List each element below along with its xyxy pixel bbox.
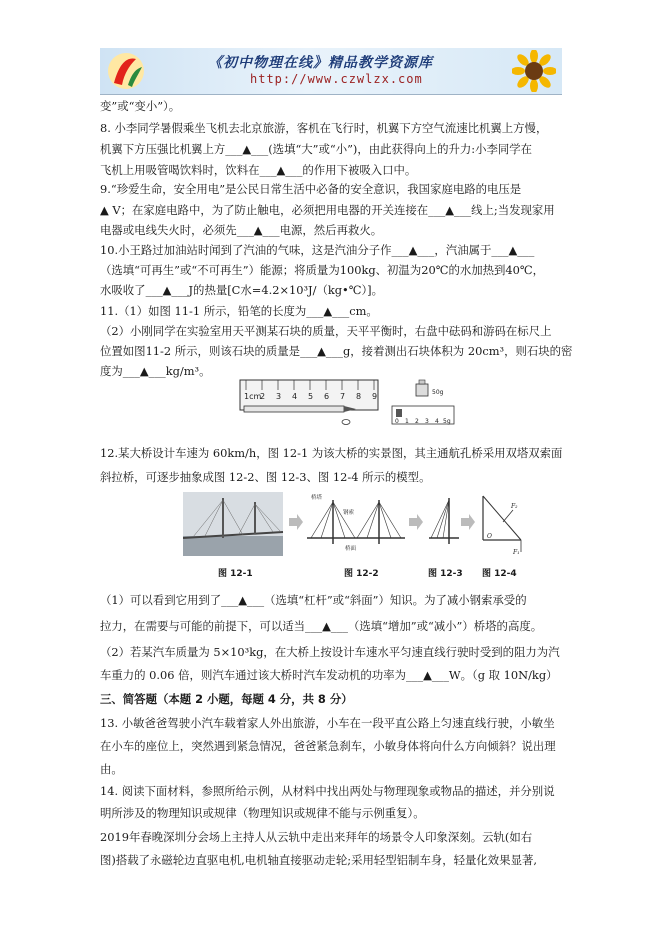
text-line: （2）若某汽车质量为 5×10³kg，在大桥上按设计车速水平匀速直线行驶时受到的阻力为汽 [100, 645, 560, 659]
text-line: 2019年春晚深圳分会场上主持人从云轨中走出来拜年的场景令人印象深刻。云轨(如右 [100, 830, 533, 844]
text-line: （2）小刚同学在实验室用天平测某石块的质量，天平平衡时，右盘中砝码和游码在标尺上 [100, 324, 552, 338]
arrow-icon [409, 514, 423, 530]
bridge-model-figure [307, 493, 405, 552]
text-line: 拉力，在需要与可能的前提下，可以适当___▲___（选填“增加”或“减小”）桥塔的高度。 [100, 619, 543, 633]
tower-label: 桥塔 [311, 495, 323, 501]
figure-12 [183, 492, 523, 558]
text-line: 在小车的座位上，突然遇到紧急情况，爸爸紧急刹车，小敏身体将向什么方向倾斜？说出理 [100, 739, 556, 753]
section-heading: 三、简答题（本题 2 小题，每题 4 分，共 8 分） [100, 692, 353, 706]
scale-label: 2 [415, 418, 419, 425]
text-line: 水吸收了___▲___J的热量[C水=4.2×10³J/（kg•℃）]。 [100, 283, 384, 297]
figure-caption: 图 12-2 [344, 569, 379, 579]
text-line: （1）可以看到它用到了___▲___（选填“杠杆”或“斜面”）知识。为了减小钢索承受的 [100, 593, 527, 607]
scale-label: 0 [395, 418, 399, 425]
text-line: 明所涉及的物理知识或规律（物理知识或规律不能与示例重复）。 [100, 806, 425, 820]
scale-label: 3 [425, 418, 429, 425]
force-label: F₂ [511, 503, 518, 510]
banner-url: http://www.czwlzx.com [250, 72, 423, 86]
force-label: F₁ [513, 549, 520, 556]
text-line: 飞机上用吸管喝饮料时，饮料在___▲___的作用下被吸入口中。 [100, 163, 417, 177]
text-line: 由。 [100, 762, 123, 776]
scale-label: 1 [405, 418, 409, 425]
text-line: 变”或“变小”）。 [100, 99, 181, 113]
lever-model-figure [483, 496, 521, 556]
ruler-tick-label: 4 [292, 392, 298, 401]
text-line: 9.“珍爱生命，安全用电”是公民日常生活中必备的安全意识，我国家庭电路的电压是 [100, 182, 522, 196]
tower-model-figure [429, 498, 459, 544]
ruler-tick-label: 2 [260, 392, 266, 401]
arrow-icon [289, 514, 303, 530]
ruler-tick-label: 3 [276, 392, 282, 401]
weight-label: 50g [432, 389, 444, 396]
arrow-icon [461, 514, 475, 530]
scale-label: 5g [443, 418, 451, 425]
text-line: 10.小王路过加油站时闻到了汽油的气味，这是汽油分子作___▲___，汽油属于___▲___ [100, 243, 535, 257]
text-line: 机翼下方压强比机翼上方___▲___(选填“大”或“小”)，由此获得向上的升力:小李同学在 [100, 142, 533, 156]
text-line: 12.某大桥设计车速为 60km/h，图 12-1 为该大桥的实景图，其主通航孔桥采用双塔双索面 [100, 446, 563, 460]
ruler-figure [240, 380, 378, 425]
text-line: （选填“可再生”或“不可再生”）能源；将质量为100kg、初温为20℃的水加热到40℃， [100, 263, 545, 277]
figure-caption: 图 12-3 [428, 569, 463, 579]
deck-label: 桥面 [345, 546, 357, 552]
ruler-tick-label: 8 [356, 392, 362, 401]
text-line: 8. 小李同学暑假乘坐飞机去北京旅游，客机在飞行时，机翼下方空气流速比机翼上方慢， [100, 121, 548, 135]
pivot-label: O [487, 533, 492, 540]
ruler-tick-label: 1cm [244, 392, 262, 401]
figure-caption: 图 12-1 [218, 569, 253, 579]
logo-icon [106, 51, 146, 91]
ruler-tick-label: 6 [324, 392, 330, 401]
cable-label: 钢索 [343, 510, 355, 516]
text-line: 14. 阅读下面材料，参照所给示例，从材料中找出两处与物理现象或物品的描述，并分别说 [100, 784, 555, 798]
text-line: 电器或电线失火时，必须先___▲___电源，然后再救火。 [100, 223, 383, 237]
ruler-tick-label: 9 [372, 392, 378, 401]
bridge-photo [183, 492, 283, 556]
balance-figure [392, 380, 454, 425]
text-line: 斜拉桥，可逐步抽象成图 12-2、图 12-3、图 12-4 所示的模型。 [100, 470, 431, 484]
scale-label: 4 [435, 418, 439, 425]
ruler-tick-label: 5 [308, 392, 314, 401]
header-banner [100, 48, 562, 95]
text-line: ▲ V；在家庭电路中，为了防止触电，必须把用电器的开关连接在___▲___线上;当发现家用 [100, 203, 555, 217]
figure-11 [238, 378, 456, 432]
text-line: 13. 小敏爸爸驾驶小汽车载着家人外出旅游，小车在一段平直公路上匀速直线行驶，小敏坐 [100, 716, 555, 730]
ruler-tick-label: 7 [340, 392, 346, 401]
text-line: 位置如图11-2 所示，则该石块的质量是___▲___g，接着测出石块体积为 20cm³，则石块的密 [100, 344, 573, 358]
sunflower-icon [512, 50, 556, 92]
text-line: 车重力的 0.06 倍，则汽车通过该大桥时汽车发动机的功率为___▲___W。（g 取 10N/kg） [100, 668, 558, 682]
figure-caption: 图 12-4 [482, 569, 517, 579]
text-line: 11.（1）如图 11-1 所示，铅笔的长度为___▲___cm。 [100, 304, 378, 318]
banner-title: 《初中物理在线》精品教学资源库 [208, 55, 433, 71]
text-line: 图)搭载了永磁轮边直驱电机,电机轴直接驱动走轮;采用轻型铝制车身，轻量化效果显著, [100, 853, 537, 867]
text-line: 度为___▲___kg/m³。 [100, 364, 211, 378]
